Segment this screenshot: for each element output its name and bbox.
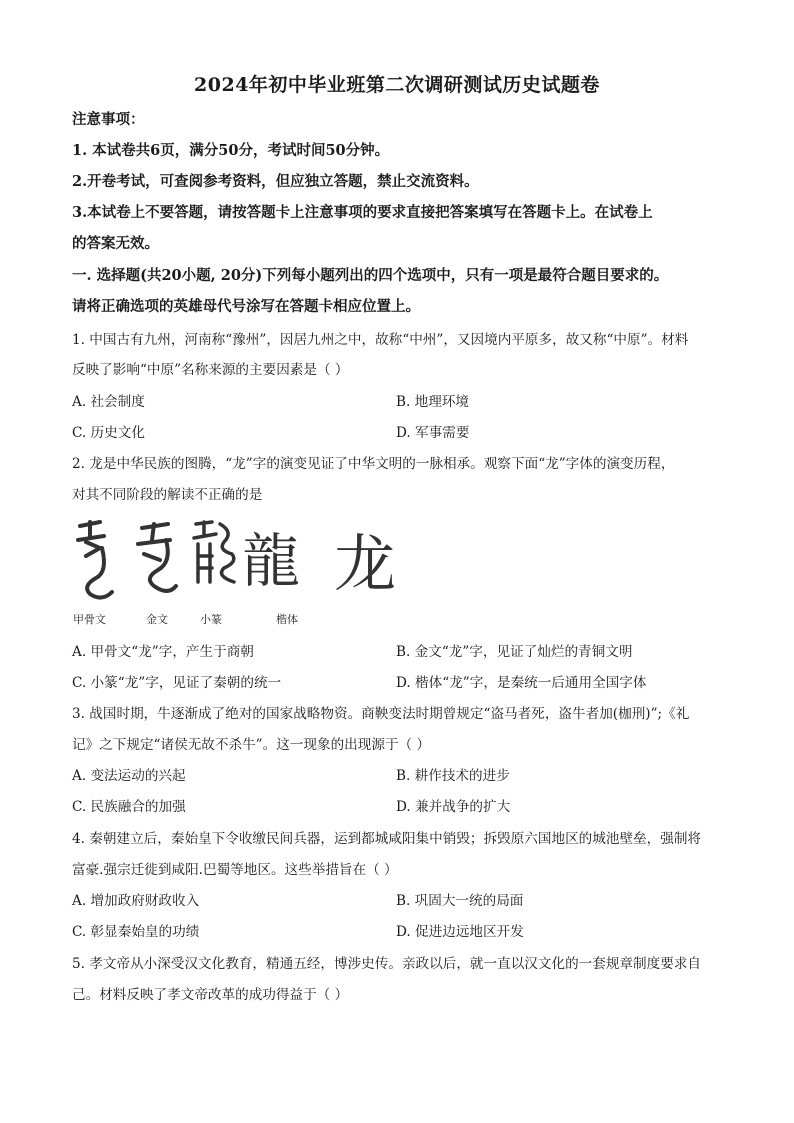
regular-script-traditional-dragon-glyph: 龍: [242, 527, 301, 595]
question-4-option-c: C. 彰显秦始皇的功绩: [72, 924, 200, 940]
question-1-option-b: B. 地理环境: [396, 394, 470, 410]
question-4-line1: 4. 秦朝建立后，秦始皇下令收缴民间兵器，运到都城咸阳集中销毁；拆毁原六国地区的城池壁垒，强制将: [72, 831, 702, 847]
small-seal-dragon-glyph: [194, 522, 234, 582]
question-1-option-c: C. 历史文化: [72, 425, 145, 441]
question-4-option-b: B. 巩固大一统的局面: [396, 893, 524, 909]
note-1: 1. 本试卷共6页，满分50分，考试时间50分钟。: [72, 142, 390, 159]
question-3-option-a: A. 变法运动的兴起: [72, 768, 186, 784]
question-1-option-a: A. 社会制度: [72, 394, 145, 410]
question-5-line2: 己。材料反映了孝文帝改革的成功得益于（ ）: [72, 987, 349, 1003]
bronze-script-dragon-glyph: [138, 524, 176, 591]
question-3-option-d: D. 兼并战争的扩大: [396, 799, 511, 815]
question-2-line2: 对其不同阶段的解读不正确的是: [72, 487, 263, 503]
section-instruction-line1: 一. 选择题(共20小题, 20分)下列每小题列出的四个选项中，只有一项是最符合题目要求的。: [72, 267, 669, 284]
oracle-bone-dragon-glyph: [78, 522, 112, 598]
section-instruction-line2: 请将正确选项的英雄母代号涂写在答题卡相应位置上。: [72, 298, 420, 315]
exam-title: 2024年初中毕业班第二次调研测试历史试题卷: [194, 74, 600, 96]
question-3-option-c: C. 民族融合的加强: [72, 799, 186, 815]
note-3-line1: 3.本试卷上不要答题，请按答题卡上注意事项的要求直接把答案填写在答题卡上。在试卷上: [72, 204, 653, 221]
question-3-line1: 3. 战国时期，牛逐渐成了绝对的国家战略物资。商鞅变法时期曾规定“盗马者死，盗牛者加(枷刑)”;《礼: [72, 706, 690, 722]
question-4-line2: 富豪.强宗迁徙到咸阳.巴蜀等地区。这些举措旨在（ ）: [72, 862, 398, 878]
question-2-option-d: D. 楷体“龙”字，是秦统一后通用全国字体: [396, 675, 647, 691]
note-3-line2: 的答案无效。: [72, 235, 159, 252]
simplified-dragon-glyph: 龙: [334, 527, 397, 600]
note-2: 2.开卷考试，可查阅参考资料，但应独立答题，禁止交流资料。: [72, 173, 479, 190]
question-3-line2: 记》之下规定“诸侯无故不杀牛”。这一现象的出现源于（ ）: [72, 737, 431, 753]
question-2-option-c: C. 小篆“龙”字，见证了秦朝的统一: [72, 675, 282, 691]
question-1-line1: 1. 中国古有九州，河南称“豫州”，因居九州之中，故称“中州”，又因境内平原多，故又称“中原”。材料: [72, 332, 689, 348]
notes-heading: 注意事项：: [72, 111, 145, 128]
dragon-character-evolution-image: [72, 512, 422, 630]
question-1-option-d: D. 军事需要: [396, 425, 470, 441]
caption-oracle-bone: 甲骨文: [73, 613, 106, 626]
question-2-option-b: B. 金文“龙”字，见证了灿烂的青铜文明: [396, 644, 633, 660]
caption-regular-script: 楷体: [276, 613, 298, 626]
question-3-option-b: B. 耕作技术的进步: [396, 768, 510, 784]
question-4-option-a: A. 增加政府财政收入: [72, 893, 200, 909]
question-2-line1: 2. 龙是中华民族的图腾，“龙”字的演变见证了中华文明的一脉相承。观察下面“龙”字体的演变历程，: [72, 456, 675, 472]
caption-bronze: 金文: [146, 613, 168, 626]
caption-small-seal: 小篆: [200, 613, 222, 626]
question-2-option-a: A. 甲骨文“龙”字，产生于商朝: [72, 644, 254, 660]
question-1-line2: 反映了影响“中原”名称来源的主要因素是（ ）: [72, 362, 349, 378]
question-5-line1: 5. 孝文帝从小深受汉文化教育，精通五经，博涉史传。亲政以后，就一直以汉文化的一套规章制度要求自: [72, 956, 702, 972]
question-4-option-d: D. 促进边远地区开发: [396, 924, 524, 940]
